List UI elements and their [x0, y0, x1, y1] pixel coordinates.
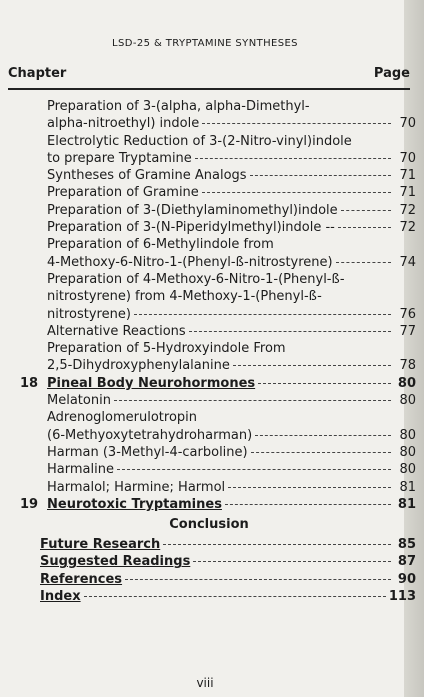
dot-leader [114, 400, 391, 401]
dot-leader [225, 504, 391, 505]
toc-page-number: 80 [397, 375, 416, 391]
toc-entry-text: Harman (3-Methyl-4-carboline) [47, 444, 248, 460]
page-column-header: Page [373, 66, 410, 81]
toc-entry-text: alpha-nitroethyl) indole [47, 116, 200, 132]
toc-page-number: 71 [399, 185, 416, 201]
toc-entry-text: Preparation of 5-Hydroxyindole From [47, 341, 286, 357]
toc-chapter-entry[interactable] [0, 496, 418, 513]
toc-page-number: 81 [397, 496, 416, 512]
toc-entry-text: Syntheses of Gramine Analogs [47, 168, 247, 184]
toc-page-number: 113 [388, 589, 416, 605]
toc-chapter-entry[interactable] [0, 375, 418, 392]
dot-leader [255, 435, 391, 436]
toc-entry[interactable] [0, 236, 418, 271]
dot-leader [228, 487, 391, 488]
toc-entry-text: Pineal Body Neurohormones [47, 375, 256, 391]
toc-entry-text: 4-Methoxy-6-Nitro-1-(Phenyl-ß-nitrostyrene) [47, 254, 333, 270]
toc-entry[interactable] [0, 409, 418, 444]
toc-entry[interactable] [0, 392, 418, 409]
toc-entry[interactable] [0, 323, 418, 340]
toc-entry-text: Harmaline [47, 462, 114, 478]
toc-page-number: 72 [399, 220, 416, 236]
header-rule [8, 88, 410, 90]
dot-leader [336, 262, 391, 263]
toc-entry-text: 2,5-Dihydroxyphenylalanine [47, 358, 230, 374]
dot-leader [117, 469, 391, 470]
running-header: LSD-25 & TRYPTAMINE SYNTHESES [112, 38, 298, 49]
toc-entry-text: Preparation of 3-(N-Piperidylmethyl)indole -- [47, 220, 335, 236]
toc-page-number: 87 [397, 554, 416, 570]
toc-entry[interactable] [0, 167, 418, 184]
dot-leader [163, 544, 391, 545]
dot-leader [193, 561, 391, 562]
toc-page-number: 90 [397, 571, 416, 587]
toc-entry-text: (6-Methyoxytetrahydroharman) [47, 427, 253, 443]
back-matter-entry[interactable] [0, 553, 418, 570]
table-of-contents [0, 98, 418, 605]
chapter-column-header: Chapter [8, 66, 67, 81]
dot-leader [202, 192, 391, 193]
toc-page-number: 81 [399, 479, 416, 495]
toc-entry[interactable] [0, 340, 418, 375]
toc-entry-text: Preparation of Gramine [47, 185, 199, 201]
toc-page-number: 78 [399, 358, 416, 374]
dot-leader [341, 210, 391, 211]
toc-entry[interactable] [0, 133, 418, 168]
toc-entry-text: Preparation of 3-(alpha, alpha-Dimethyl- [47, 99, 310, 114]
dot-leader [134, 314, 391, 315]
toc-entry-text: nitrostyrene) from 4-Methoxy-1-(Phenyl-ß- [47, 289, 322, 305]
toc-entry[interactable] [0, 202, 418, 219]
back-matter-entry[interactable] [0, 536, 418, 553]
dot-leader [251, 452, 391, 453]
chapter-number: 18 [20, 375, 39, 391]
dot-leader [338, 227, 391, 228]
chapter-number: 19 [20, 496, 39, 512]
toc-entry-text: Electrolytic Reduction of 3-(2-Nitro-vinyl)indole [47, 133, 352, 149]
toc-page-number: 70 [399, 116, 416, 132]
dot-leader [189, 331, 391, 332]
dot-leader [250, 175, 391, 176]
toc-entry-text: Preparation of 6-Methylindole from [47, 237, 274, 253]
toc-entry-text: nitrostyrene) [47, 306, 131, 322]
back-matter-label: Future Research [40, 537, 161, 553]
back-matter-entry[interactable] [0, 571, 418, 588]
back-matter-label: Index [40, 589, 81, 605]
toc-entry-text: Preparation of 3-(Diethylaminomethyl)indole [47, 202, 338, 218]
dot-leader [195, 158, 391, 159]
toc-page-number: 72 [399, 202, 416, 218]
toc-entry[interactable] [0, 444, 418, 461]
dot-leader [233, 365, 391, 366]
page-number-footer: viii [196, 676, 214, 690]
dot-leader [258, 383, 391, 384]
toc-entry-text: Preparation of 4-Methoxy-6-Nitro-1-(Phenyl-ß- [47, 271, 345, 287]
toc-page-number: 80 [399, 462, 416, 478]
toc-entry-text: Adrenoglomerulotropin [47, 410, 198, 426]
toc-entry-text: to prepare Tryptamine [47, 150, 192, 166]
conclusion-heading: Conclusion [169, 517, 249, 533]
back-matter-label: References [40, 571, 123, 587]
dot-leader [125, 579, 391, 580]
toc-page-number: 70 [399, 150, 416, 166]
toc-page-number: 80 [399, 393, 416, 409]
toc-page-number: 71 [399, 168, 416, 184]
toc-page-number: 80 [399, 427, 416, 443]
toc-entry[interactable] [0, 271, 418, 323]
toc-page-number: 85 [397, 537, 416, 553]
toc-entry-text: Alternative Reactions [47, 323, 186, 339]
toc-entry[interactable] [0, 461, 418, 478]
toc-page-number: 74 [399, 254, 416, 270]
back-matter-entry[interactable] [0, 588, 418, 605]
toc-entry-text: Neurotoxic Tryptamines [47, 496, 222, 512]
dot-leader [202, 123, 391, 124]
toc-page-number: 76 [399, 306, 416, 322]
toc-entry[interactable] [0, 219, 418, 236]
back-matter-label: Suggested Readings [40, 554, 191, 570]
toc-entry-text: Melatonin [47, 393, 111, 409]
toc-entry[interactable] [0, 184, 418, 201]
toc-entry-text: Harmalol; Harmine; Harmol [47, 479, 226, 495]
dot-leader [84, 596, 386, 597]
toc-page-number: 80 [399, 444, 416, 460]
toc-entry[interactable] [0, 98, 418, 133]
toc-entry[interactable] [0, 479, 418, 496]
toc-page-number: 77 [399, 323, 416, 339]
